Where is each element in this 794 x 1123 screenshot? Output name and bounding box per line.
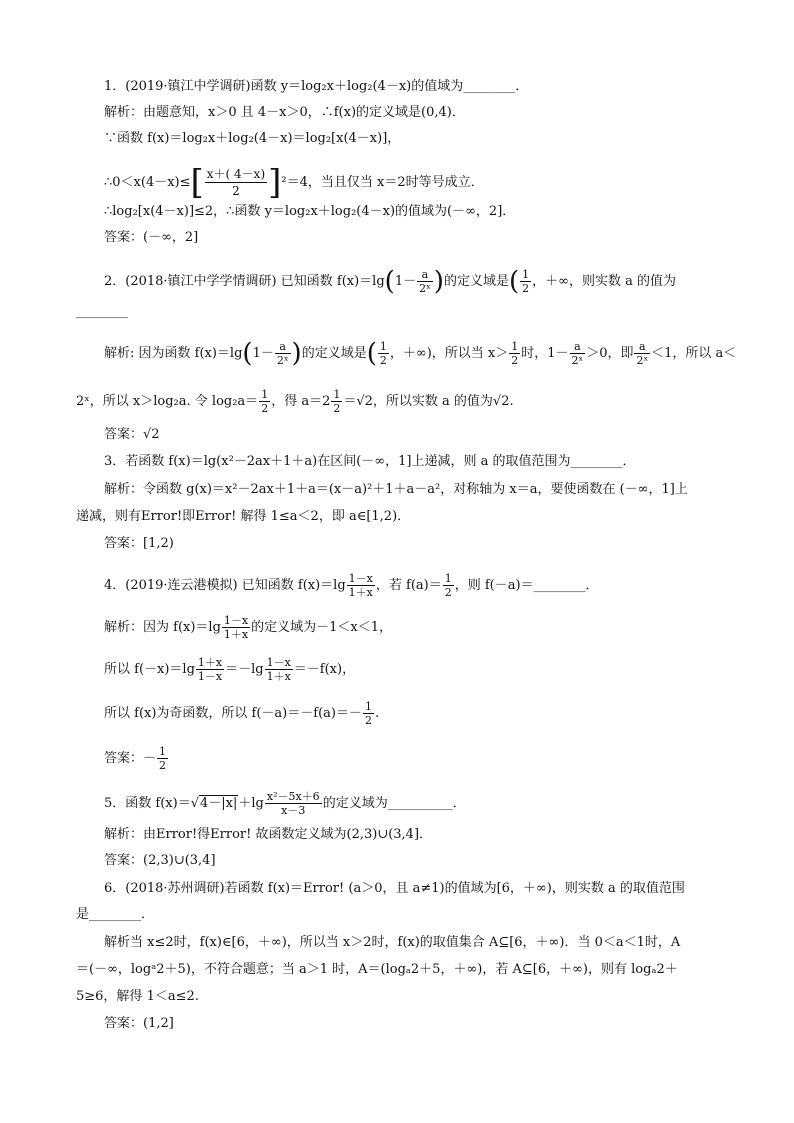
problem-3-answer: 答案：[1,2) — [104, 536, 174, 551]
fraction-denominator: 2 — [159, 759, 167, 772]
problem-6-solution-line-3: 5≥6，解得 1＜a≤2. — [76, 989, 199, 1004]
right-bracket-icon: ] — [268, 162, 282, 203]
text-segment: 所以 f(x)为奇函数，所以 f(－a)＝－f(a)＝－ — [104, 706, 362, 721]
fraction-numerator: a — [417, 268, 433, 282]
fraction — [363, 700, 374, 727]
fraction-numerator: 1－x — [348, 572, 373, 585]
fraction — [259, 388, 270, 415]
fraction — [509, 340, 520, 367]
problem-3-solution-line-1: 解析：令函数 g(x)＝x²－2ax＋1＋a＝(x－a)²＋1＋a－a²，对称轴为 x＝a，要使函数在 (－∞，1]上 — [104, 482, 688, 497]
problem-4-question — [104, 572, 599, 599]
left-paren-icon: ( — [508, 266, 520, 297]
fraction — [378, 340, 389, 367]
fraction-numerator: 1 — [159, 745, 167, 758]
fraction-numerator: 1＋x — [197, 656, 223, 669]
problem-1-answer: 答案：(－∞，2] — [104, 230, 199, 245]
fraction-denominator: 2 — [522, 282, 530, 295]
problem-4-solution-line-2 — [104, 656, 355, 683]
text-segment: 的定义域为－1＜x＜1， — [251, 620, 392, 635]
fraction — [443, 572, 454, 599]
text-segment: 5．函数 f(x)＝ — [104, 796, 191, 811]
fraction — [265, 656, 293, 683]
fraction-numerator: a — [570, 340, 586, 354]
fraction-numerator: 1 — [333, 388, 341, 401]
text-segment: ，若 f(a)＝ — [375, 578, 442, 593]
problem-1-question: 1．(2019·镇江中学调研)函数 y＝log₂x＋log₂(4－x)的值域为________． — [104, 79, 529, 94]
problem-1-solution-line-3 — [104, 162, 484, 203]
text-segment: ，＋∞)，所以当 x＞ — [389, 346, 509, 361]
text-segment: ∴0＜x(4－x)≤ — [104, 175, 191, 190]
fraction-denominator: 1＋x — [223, 628, 249, 641]
problem-3-question: 3．若函数 f(x)＝lg(x²－2ax＋1＋a)在区间(－∞，1]上递减，则 a 的取值范围为________． — [104, 454, 636, 469]
text-segment: 2．(2018·镇江中学学情调研) 已知函数 f(x)＝lg — [104, 274, 385, 289]
problem-5-solution: 解析：由Error!得Error! 故函数定义域为(2,3)∪(3,4]． — [104, 827, 433, 842]
fraction-numerator: 1 — [511, 340, 519, 353]
problem-3-solution-line-2: 递减，则有Error!即Error! 解得 1≤a＜2，即 a∈[1,2)． — [76, 509, 411, 524]
text-segment: 答案：－ — [104, 751, 157, 766]
problem-6-question-line-2: 是________． — [76, 907, 155, 922]
text-segment: 时，1－ — [521, 346, 569, 361]
fraction-numerator: 1 — [444, 572, 452, 585]
fraction — [570, 340, 586, 367]
text-segment: ＞0，即 — [586, 346, 634, 361]
fraction — [347, 572, 375, 599]
text-segment: 的定义域为__________． — [322, 796, 466, 811]
fraction-denominator: 2 — [333, 402, 341, 415]
text-segment: ，则 f(－a)＝________． — [454, 578, 599, 593]
left-paren-icon: ( — [242, 338, 253, 369]
problem-1-solution-line-2: ∵函数 f(x)＝log₂x＋log₂(4－x)＝log₂[x(4－x)]， — [104, 131, 401, 146]
fraction-numerator: 1 — [379, 340, 387, 353]
problem-1-solution-line-1: 解析：由题意知，x＞0 且 4－x＞0，∴f(x)的定义域是(0,4)． — [104, 105, 465, 120]
problem-2-answer: 答案：√2 — [104, 427, 160, 442]
right-paren-icon: ) — [433, 266, 444, 297]
fraction-numerator: 1 — [522, 268, 530, 281]
fraction — [222, 614, 250, 641]
text-segment: ＝√2，所以实数 a 的值为√2. — [343, 394, 514, 409]
problem-1-solution-line-4: ∴log₂[x(4－x)]≤2，∴函数 y＝log₂x＋log₂(4－x)的值域为(－∞，2]． — [104, 204, 516, 219]
text-segment: 2ˣ，所以 x＞log₂a. 令 log₂a＝ — [76, 394, 259, 409]
problem-4-answer — [104, 745, 169, 772]
fraction-numerator: 1－x — [266, 656, 291, 669]
fraction-denominator: 1＋x — [348, 586, 373, 599]
text-segment: 的定义域是 — [443, 274, 509, 289]
problem-5-question: 5．函数 f(x)＝√4－|x|＋lg $\frac{\text{x²－5x＋6}}{x-3}$ 的定义域为__________． — [104, 790, 466, 817]
text-segment: ＝－lg — [225, 662, 264, 677]
fraction — [157, 745, 168, 772]
fraction — [196, 656, 224, 683]
problem-2-solution-line-1: 解析: 因为函数 f(x)＝lg(1－ $\frac{a}{\text{2ˣ}}$ )的定义域是( $\frac{1}{2}$ ，＋∞)，所以当 x＞ $\frac{1}{2}$ 时，1－ $\frac{a}{\text{2ˣ}}$ ＞0，即 $\frac{a}{\text{2ˣ}}$ ＜1，所以 a＜ — [104, 338, 737, 369]
text-segment: ＜1，所以 a＜ — [651, 346, 737, 361]
fraction-denominator: 2ˣ — [571, 354, 584, 367]
problem-2-solution-line-2 — [76, 388, 514, 415]
fraction-numerator: a — [634, 340, 650, 354]
left-paren-icon: ( — [366, 338, 377, 369]
fraction — [265, 790, 322, 817]
text-segment: 的定义域是 — [301, 346, 367, 361]
problem-6-question-line-1: 6．(2018·苏州调研)若函数 f(x)＝Error! (a＞0，且 a≠1)的值域为[6，＋∞)，则实数 a 的取值范围 — [104, 881, 685, 896]
fraction — [520, 268, 531, 295]
fraction-numerator: 1 — [261, 388, 269, 401]
left-paren-icon: ( — [384, 266, 395, 297]
fraction-numerator: 1 — [364, 700, 372, 713]
text-segment: ，＋∞，则实数 a 的值为 — [532, 274, 676, 289]
fraction — [417, 268, 433, 295]
problem-4-solution-line-1 — [104, 614, 392, 641]
problem-6-solution-line-2: ＝(－∞，logᵃ2＋5)，不符合题意；当 a＞1 时，A＝(logₐ2＋5，＋∞)，若 A⊆[6，＋∞)，则有 logₐ2＋ — [76, 962, 678, 977]
text-segment: ，得 a＝2 — [271, 394, 331, 409]
fraction — [275, 340, 291, 367]
fraction — [205, 166, 267, 199]
fraction-numerator: x²－5x＋6 — [266, 790, 320, 803]
fraction-denominator: 1＋x — [266, 670, 291, 683]
problem-2-question-line-1: 2．(2018·镇江中学学情调研) 已知函数 f(x)＝lg(1－ $\frac{a}{\text{2ˣ}}$ )的定义域是( $\frac{1}{2}$ ，＋∞，则实数 a 的值为 — [104, 266, 676, 297]
problem-2-answer-blank: ________ — [76, 304, 128, 319]
fraction — [634, 340, 650, 367]
text-segment: 所以 f(－x)＝lg — [104, 662, 195, 677]
fraction-denominator: 2 — [261, 402, 269, 415]
text-segment: ＝－f(x)， — [293, 662, 356, 677]
fraction-denominator: 2ˣ — [276, 354, 289, 367]
fraction-denominator: 2 — [379, 354, 387, 367]
fraction-denominator: 2 — [364, 714, 372, 727]
problem-6-solution-line-1: 解析当 x≤2时，f(x)∈[6，＋∞)，所以当 x＞2时，f(x)的取值集合 A⊆[6，＋∞)．当 0＜a＜1时，A — [104, 935, 681, 950]
fraction-numerator: 1－x — [223, 614, 249, 627]
fraction-denominator: 2 — [232, 184, 240, 198]
problem-6-answer: 答案：(1,2] — [104, 1016, 174, 1031]
problem-5-answer: 答案：(2,3)∪(3,4] — [104, 853, 216, 868]
text-segment: ²＝4，当且仅当 x＝2时等号成立． — [281, 175, 484, 190]
left-bracket-icon: [ — [190, 162, 204, 203]
fraction-numerator: a — [275, 340, 291, 354]
text-segment: 解析：因为 f(x)＝lg — [104, 620, 221, 635]
right-paren-icon: ) — [291, 338, 302, 369]
fraction-denominator: 2ˣ — [419, 282, 431, 295]
radicand: 4－|x| — [200, 796, 238, 811]
fraction-denominator: 2ˣ — [636, 354, 649, 367]
fraction-denominator: 2 — [444, 586, 452, 599]
fraction-denominator: x－3 — [281, 804, 306, 817]
fraction-numerator: x＋( 4－x) — [206, 167, 266, 181]
text-segment: 4．(2019·连云港模拟) 已知函数 f(x)＝lg — [104, 578, 346, 593]
text-segment: ＋lg — [238, 796, 264, 811]
problem-4-solution-line-3: 所以 f(x)为奇函数，所以 f(－a)＝－f(a)＝－ $\frac{1}{2}$ . — [104, 700, 380, 727]
exponent-fraction — [331, 388, 342, 415]
fraction-denominator: 1－x — [197, 670, 223, 683]
text-segment: 解析: 因为函数 f(x)＝lg — [104, 346, 243, 361]
fraction-denominator: 2 — [511, 354, 519, 367]
